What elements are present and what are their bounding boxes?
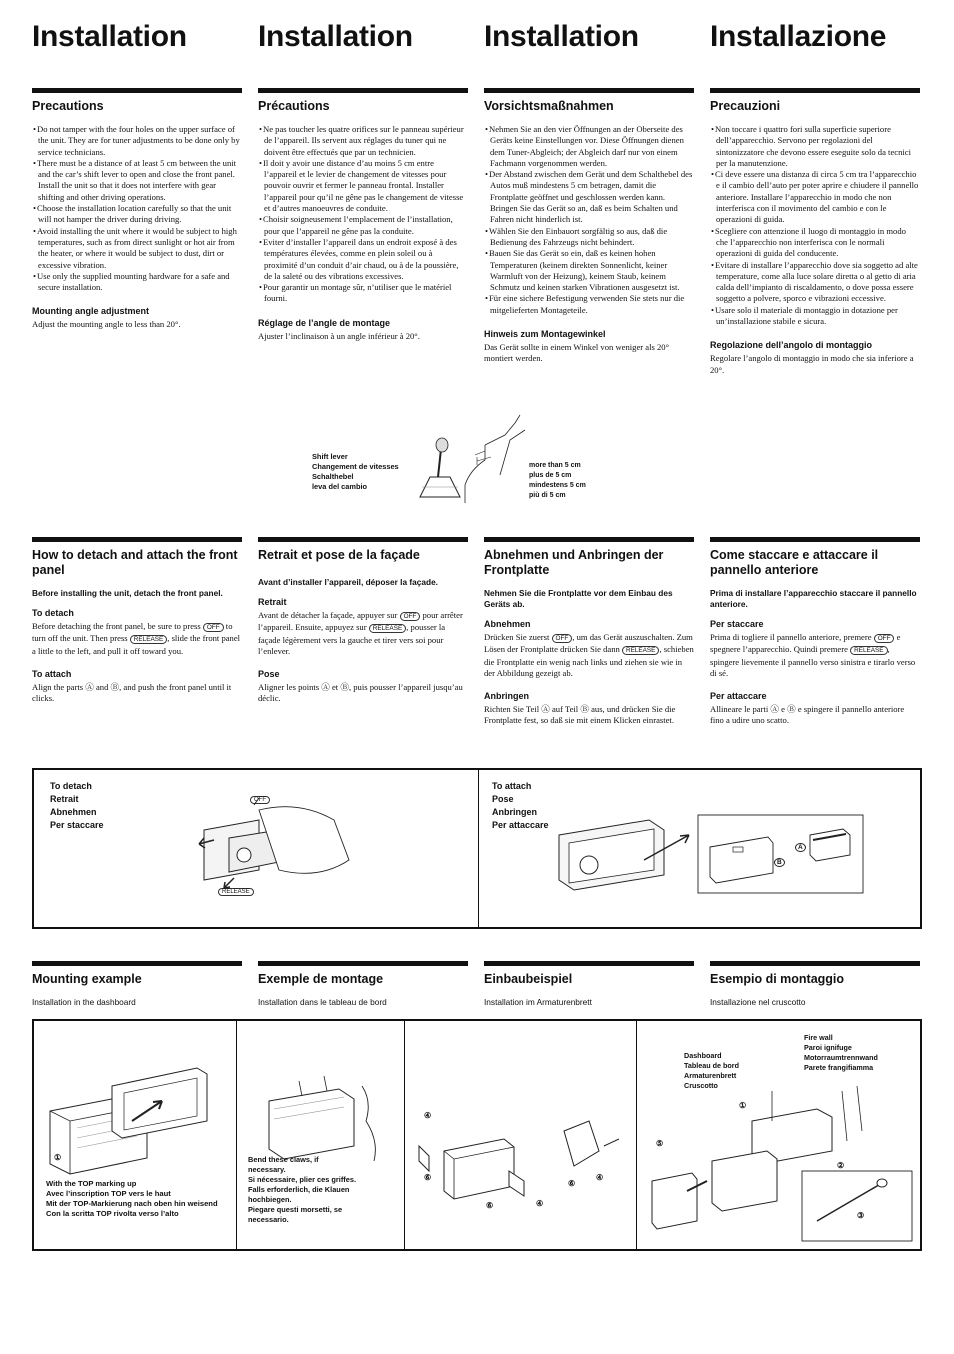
text: Before detaching the front panel, be sure to press xyxy=(32,621,203,631)
detach-text xyxy=(710,632,920,679)
figure-divider xyxy=(478,770,479,927)
release-key: RELEASE xyxy=(369,624,406,633)
section-rule xyxy=(258,537,468,542)
section-rule xyxy=(32,537,242,542)
label: Retrait xyxy=(50,794,79,804)
label: Piegare questi morsetti, se xyxy=(248,1205,343,1214)
detach-labels xyxy=(50,780,104,832)
part-b-marker xyxy=(774,858,785,868)
list-item: • Do not tamper with the four holes on the upper surface of the unit. They are for tuner adjustments to be done only by service technicians. xyxy=(32,124,242,158)
section-heading: How to detach and attach the front panel xyxy=(32,548,238,577)
sub-heading: Réglage de l’angle de montage xyxy=(258,317,391,328)
list-item: • Avoid installing the unit where it would be subject to high temperatures, such as from direct sunlight or hot air from the heater, or where it would be subject to dust, dirt or excessive vibration. xyxy=(32,226,242,271)
off-key: OFF xyxy=(874,634,895,643)
shift-lever-labels xyxy=(312,452,399,492)
label: mindestens 5 cm xyxy=(529,482,586,489)
label: Per attaccare xyxy=(492,820,549,830)
attach-text: Aligner les points Ⓐ et Ⓑ, puis pousser l’appareil jusqu’au déclic. xyxy=(258,682,463,704)
sub-heading: Per attaccare xyxy=(710,691,767,702)
section-lead: Before installing the unit, detach the front panel. xyxy=(32,588,223,598)
precautions-list xyxy=(710,124,920,327)
section-heading: Retrait et pose de la façade xyxy=(258,548,420,562)
top-marking-labels xyxy=(46,1179,218,1219)
precautions-list xyxy=(258,124,468,305)
firewall-labels xyxy=(804,1033,878,1073)
label: necessary. xyxy=(248,1165,286,1174)
label: Mit der TOP-Markierung nach oben hin weisend xyxy=(46,1199,218,1208)
label: plus de 5 cm xyxy=(529,472,572,479)
label: Tableau de bord xyxy=(684,1061,739,1070)
label: Abnehmen xyxy=(50,807,97,817)
label: To detach xyxy=(50,781,92,791)
number-6b: ⑥ xyxy=(486,1201,494,1210)
number-4: ④ xyxy=(424,1111,432,1120)
sub-text: Regolare l’angolo di montaggio in modo che sia inferiore a 20°. xyxy=(710,353,914,375)
list-item: • Der Abstand zwischen dem Gerät und dem Schalthebel des Autos muß mindestens 5 cm betragen, damit die Frontplatte geöffnet und geschlossen werden kann. Bringen Sie das Gerät so an, daß es beim Schalten und Fahren nicht hinderlich ist. xyxy=(484,169,694,225)
release-key-callout: RELEASE xyxy=(218,888,254,896)
panel-divider xyxy=(404,1021,405,1249)
mounting-section-fr xyxy=(258,961,468,1014)
page-title-de: Installation xyxy=(484,20,639,53)
text: to turn off the unit. Then press xyxy=(32,621,233,644)
precautions-section-fr xyxy=(258,88,468,342)
detach-section-en xyxy=(32,537,242,704)
section-rule xyxy=(258,961,468,966)
section-rule xyxy=(32,88,242,93)
number-6: ⑥ xyxy=(424,1173,432,1182)
detach-text xyxy=(484,632,694,679)
number-6c: ⑥ xyxy=(568,1179,576,1188)
sub-heading: Anbringen xyxy=(484,691,529,702)
release-key: RELEASE xyxy=(622,646,659,655)
off-key: OFF xyxy=(552,634,573,643)
list-item: • Wählen Sie den Einbauort sorgfältig so aus, daß die Bedienung des Fahrzeugs nicht behindert. xyxy=(484,226,694,249)
attach-labels xyxy=(492,780,549,832)
detach-section-it xyxy=(710,537,920,727)
section-lead: Installation im Armaturenbrett xyxy=(484,997,592,1007)
list-item: • Choisir soigneusement l’emplacement de l’installation, pour que l’appareil ne gêne pas la conduite. xyxy=(258,214,468,237)
label: Armaturenbrett xyxy=(684,1071,737,1080)
sub-heading: Per staccare xyxy=(710,619,764,629)
section-lead: Prima di installare l’apparecchio staccare il pannello anteriore. xyxy=(710,588,917,609)
section-rule xyxy=(484,537,694,542)
label: Shift lever xyxy=(312,452,348,461)
label: Avec l’inscription TOP vers le haut xyxy=(46,1189,171,1198)
sub-text: Ajuster l’inclinaison à un angle inférieur à 20°. xyxy=(258,330,420,341)
mounting-section-it xyxy=(710,961,920,1014)
number-4b: ④ xyxy=(536,1199,544,1208)
attach-illustration xyxy=(554,815,694,895)
text: e spegnere l’apparecchio. Quindi premere xyxy=(710,632,901,655)
sub-text: Adjust the mounting angle to less than 20°. xyxy=(32,319,181,330)
section-heading: Come staccare e attaccare il pannello anteriore xyxy=(710,548,879,577)
label: To attach xyxy=(492,781,532,791)
label: Dashboard xyxy=(684,1051,722,1060)
label: leva del cambio xyxy=(312,482,368,491)
release-key: RELEASE xyxy=(850,646,887,655)
mounting-section-de xyxy=(484,961,694,1014)
list-item: • Ci deve essere una distanza di circa 5 cm tra l’apparecchio e il cambio dell’auto per poter aprire e chiudere il pannello anteriore. Installare l’apparecchio in modo che non interferisca con il movimento del cambio e con le operazioni di guida. xyxy=(710,169,920,225)
section-heading: Exemple de montage xyxy=(258,972,384,986)
mounting-section-en xyxy=(32,961,242,1014)
page-title-it: Installazione xyxy=(710,20,887,53)
sub-heading: To detach xyxy=(32,608,74,618)
label: più di 5 cm xyxy=(529,492,566,499)
mounting-figure xyxy=(32,1019,922,1251)
attach-text: Allineare le parti Ⓐ e Ⓑ e spingere il pannello anteriore fino a udire uno scatto. xyxy=(710,704,905,726)
label: hochbiegen. xyxy=(248,1195,292,1204)
section-rule xyxy=(710,88,920,93)
section-lead: Avant d’installer l’appareil, déposer la façade. xyxy=(258,577,438,587)
section-heading: Mounting example xyxy=(32,972,142,986)
off-key: OFF xyxy=(400,612,421,621)
number-5: ⑤ xyxy=(656,1139,664,1148)
section-rule xyxy=(32,961,242,966)
label: more than 5 cm xyxy=(529,462,581,469)
sleeve-illustration xyxy=(42,1066,232,1176)
text: , pousser la façade légèrement vers la gauche et tirer vers soi pour l’enlever. xyxy=(258,622,446,656)
label: With the TOP marking up xyxy=(46,1179,137,1188)
sub-heading: Abnehmen xyxy=(484,619,531,629)
sub-heading: Pose xyxy=(258,669,280,680)
sub-heading: Regolazione dell’angolo di montaggio xyxy=(710,340,872,351)
section-heading: Precautions xyxy=(32,99,104,113)
text: , spingere lievemente il pannello verso sinistra e tirarlo verso di sé. xyxy=(710,644,916,678)
section-rule xyxy=(710,961,920,966)
panel-divider xyxy=(636,1021,637,1249)
list-item: • There must be a distance of at least 5 cm between the unit and the car’s shift lever to open and close the front panel. Install the unit so that it does not interfere with gear shifting and other driving operations. xyxy=(32,158,242,203)
label: Parete frangifiamma xyxy=(804,1063,874,1072)
section-lead: Nehmen Sie die Frontplatte vor dem Einbau des Geräts ab. xyxy=(484,588,673,609)
sub-heading: Retrait xyxy=(258,597,287,607)
list-item: • Ne pas toucher les quatre orifices sur le panneau supérieur de l’appareil. Ils servent aux réglages du tuner qui ne doivent être effectués que par un technicien. xyxy=(258,124,468,158)
number-1: ① xyxy=(54,1153,62,1162)
detach-section-fr xyxy=(258,537,468,705)
section-lead: Installazione nel cruscotto xyxy=(710,997,806,1007)
number-4c: ④ xyxy=(596,1173,604,1182)
precautions-section-de xyxy=(484,88,694,365)
part-b-label: B xyxy=(774,858,785,867)
precautions-section-en xyxy=(32,88,242,331)
list-item: • Evitare di installare l’apparecchio dove sia soggetto ad alte temperature, come alla luce solare diretta o al getto di aria calda dell’impianto di riscaldamento, o dove possa essere soggetto a polvere, sporco e vibrazioni eccessive. xyxy=(710,260,920,305)
precautions-list xyxy=(484,124,694,316)
section-rule xyxy=(710,537,920,542)
release-key: RELEASE xyxy=(130,635,167,644)
page-title-en: Installation xyxy=(32,20,187,53)
section-lead: Installation in the dashboard xyxy=(32,997,136,1007)
claws-illustration xyxy=(244,1061,394,1161)
section-heading: Précautions xyxy=(258,99,330,113)
detach-text xyxy=(258,610,468,657)
section-heading: Esempio di montaggio xyxy=(710,972,845,986)
section-heading: Abnehmen und Anbringen der Frontplatte xyxy=(484,548,664,577)
page-title-fr: Installation xyxy=(258,20,413,53)
label: Fire wall xyxy=(804,1033,833,1042)
label: Schalthebel xyxy=(312,472,354,481)
precautions-section-it xyxy=(710,88,920,376)
attach-text: Richten Sie Teil Ⓐ auf Teil Ⓑ aus, und drücken Sie die Frontplatte fest, so daß sie mit einem Klicken einrastet. xyxy=(484,704,676,726)
label: Si nécessaire, plier ces griffes. xyxy=(248,1175,357,1184)
label: Cruscotto xyxy=(684,1081,718,1090)
off-key-callout: OFF xyxy=(250,796,270,804)
section-rule xyxy=(258,88,468,93)
sub-heading: Hinweis zum Montagewinkel xyxy=(484,329,606,340)
section-heading: Einbaubeispiel xyxy=(484,972,573,986)
section-heading: Precauzioni xyxy=(710,99,781,113)
label: Paroi ignifuge xyxy=(804,1043,852,1052)
text: pour arrêter l’appareil. Ensuite, appuyez sur xyxy=(258,610,463,633)
list-item: • Il doit y avoir une distance d’au moins 5 cm entre l’appareil et le levier de changement de vitesses pour pouvoir ouvrir et fermer le panneau frontal. Installer l’appareil pour qu’il ne gêne pas le changement de vitesse et d’autres manoeuvres de conduite. xyxy=(258,158,468,214)
text: Drücken Sie zuerst xyxy=(484,632,552,642)
off-key: OFF xyxy=(203,623,224,632)
label: necessario. xyxy=(248,1215,289,1224)
sub-heading: Mounting angle adjustment xyxy=(32,306,149,317)
detach-section-de xyxy=(484,537,694,727)
text: Avant de détacher la façade, appuyer sur xyxy=(258,610,400,620)
detach-attach-figure xyxy=(32,768,922,929)
label: Bend these claws, if xyxy=(248,1155,319,1164)
part-a-label: A xyxy=(795,843,806,852)
section-rule xyxy=(484,961,694,966)
list-item: • Scegliere con attenzione il luogo di montaggio in modo che l’apparecchio non interferisca con le normali operazioni di guida del conducente. xyxy=(710,226,920,260)
shift-lever-illustration xyxy=(405,415,525,507)
label: Pose xyxy=(492,794,514,804)
part-a-marker xyxy=(795,843,806,853)
label: Per staccare xyxy=(50,820,104,830)
label: Falls erforderlich, die Klauen xyxy=(248,1185,350,1194)
text: , schieben die Frontplatte ein wenig nach links und ziehen sie wie in der Abbildung gezeigt ab. xyxy=(484,644,694,678)
label: Motorraumtrennwand xyxy=(804,1053,878,1062)
list-item: • Für eine sichere Befestigung verwenden Sie stets nur die mitgelieferten Montageteile. xyxy=(484,293,694,316)
sub-text: Das Gerät sollte in einem Winkel von weniger als 20° montiert werden. xyxy=(484,342,670,364)
list-item: • Choose the installation location carefully so that the unit will not hamper the driver during driving. xyxy=(32,203,242,226)
firewall-illustration xyxy=(642,1081,912,1241)
detach-text xyxy=(32,621,242,657)
label: Anbringen xyxy=(492,807,537,817)
bracket-illustration xyxy=(414,1111,624,1221)
claws-labels xyxy=(248,1155,356,1225)
section-heading: Vorsichtsmaßnahmen xyxy=(484,99,614,113)
label: Con la scritta TOP rivolta verso l’alto xyxy=(46,1209,179,1218)
list-item: • Use only the supplied mounting hardware for a safe and secure installation. xyxy=(32,271,242,294)
detach-illustration xyxy=(199,800,359,890)
panel-divider xyxy=(236,1021,237,1249)
section-lead: Installation dans le tableau de bord xyxy=(258,997,387,1007)
text: Prima di togliere il pannello anteriore, premere xyxy=(710,632,874,642)
list-item: • Nehmen Sie an den vier Öffnungen an der Oberseite des Geräts keine Einstellungen vor. Diese Öffnungen dienen dem Tuner-Abgleich; der Abgleich darf nur von einem Fachmann vorgenommen werden. xyxy=(484,124,694,169)
list-item: • Non toccare i quattro fori sulla superficie superiore dell’apparecchio. Servono per regolazioni del sintonizzatore che devono essere eseguite solo da tecnici per la manutenzione. xyxy=(710,124,920,169)
sub-heading: To attach xyxy=(32,668,72,679)
list-item: • Bauen Sie das Gerät so ein, daß es keinen hohen Temperaturen (keinem direkten Sonnenlicht, keiner Warmluft von der Heizung), keinem Staub, keinem Schmutz und keinen starken Vibrationen ausgesetzt ist. xyxy=(484,248,694,293)
label: Changement de vitesses xyxy=(312,462,399,471)
list-item: • Usare solo il materiale di montaggio in dotazione per un’installazione stabile e sicura. xyxy=(710,305,920,328)
text: , um das Gerät auszuschalten. Zum Lösen der Frontplatte drücken Sie dann xyxy=(484,632,693,655)
attach-detail-illustration xyxy=(698,815,868,895)
number-2: ② xyxy=(837,1161,845,1170)
precautions-list xyxy=(32,124,242,293)
text: , slide the front panel a little to the left, and pull it off toward you. xyxy=(32,633,241,656)
distance-labels xyxy=(529,461,586,501)
attach-text: Align the parts Ⓐ and Ⓑ, and push the front panel until it clicks. xyxy=(32,681,232,704)
number-3: ③ xyxy=(857,1211,865,1220)
section-rule xyxy=(484,88,694,93)
list-item: • Pour garantir un montage sûr, n’utiliser que le matériel fourni. xyxy=(258,282,468,305)
number-1b: ① xyxy=(739,1101,747,1110)
list-item: • Eviter d’installer l’appareil dans un endroit exposé à des températures élevées, comme en plein soleil ou à proximité d’un conduit d’air chaud, ou à de la poussière, de la saleté ou des vibrations excessives. xyxy=(258,237,468,282)
